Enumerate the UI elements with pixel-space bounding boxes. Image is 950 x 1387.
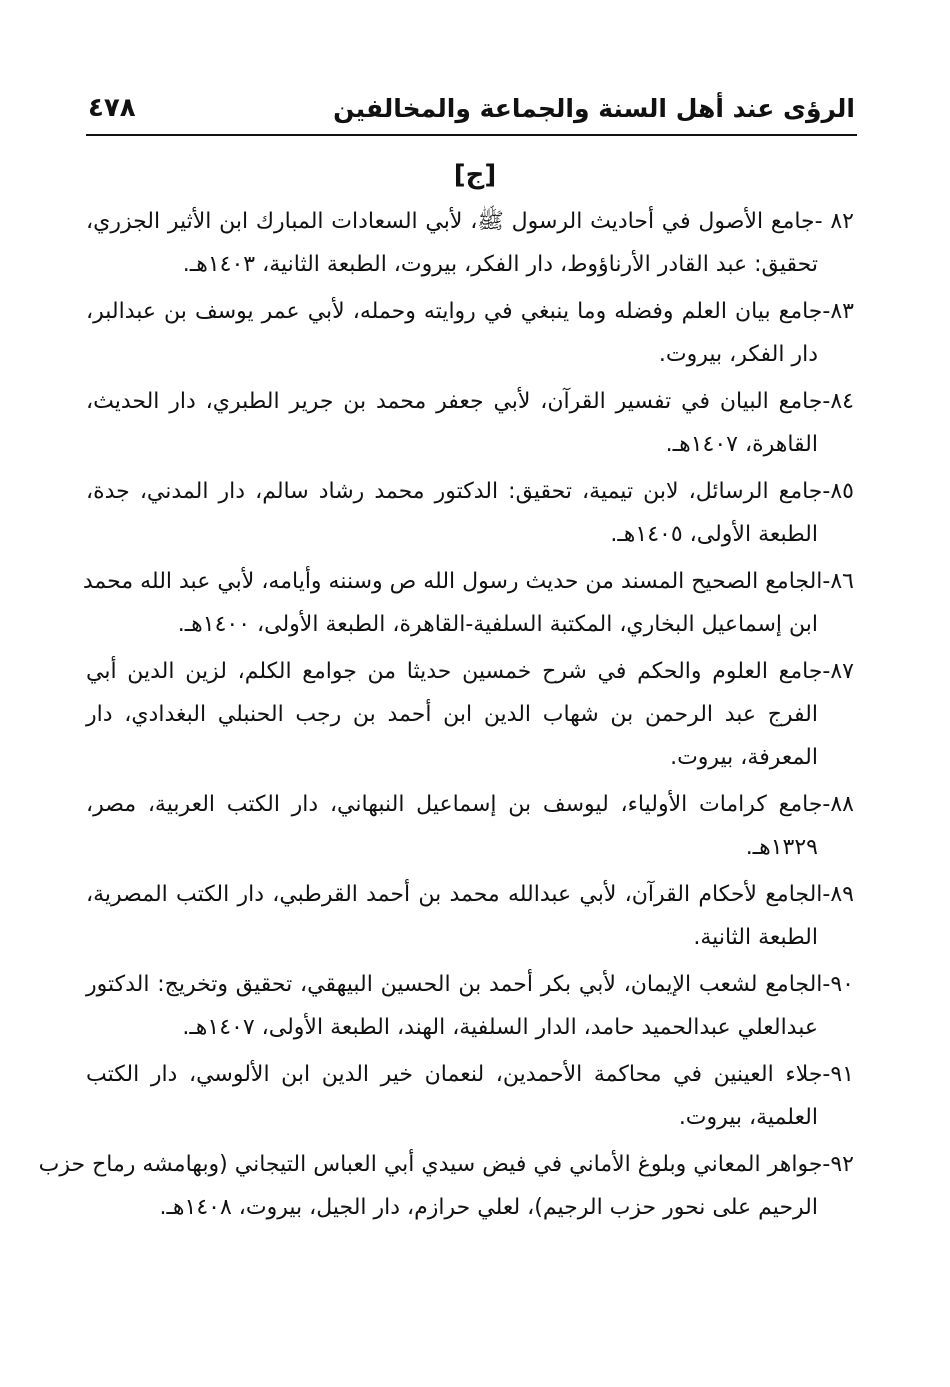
entry-line: القاهرة، ١٤٠٧هـ. [665, 432, 818, 457]
entry-line: ٨٤-جامع البيان في تفسير القرآن، لأبي جعفر محمد بن جرير الطبري، دار الحديث، [86, 389, 854, 414]
entry-line: العلمية، بيروت. [678, 1105, 818, 1130]
bibliography-entry [86, 783, 854, 869]
entry-line: ٨٦-الجامع الصحيح المسند من حديث رسول الله ص وسننه وأيامه، لأبي عبد الله محمد [82, 569, 854, 594]
bibliography-entry [86, 380, 854, 466]
entry-line: ٩٠-الجامع لشعب الإيمان، لأبي بكر أحمد بن الحسين البيهقي، تحقيق وتخريج: الدكتور [86, 972, 854, 997]
entry-line: ٨٥-جامع الرسائل، لابن تيمية، تحقيق: الدكتور محمد رشاد سالم، دار المدني، جدة، [86, 479, 854, 504]
entry-line: دار الفكر، بيروت. [658, 342, 818, 367]
bibliography-entry [86, 873, 854, 959]
entry-line: ابن إسماعيل البخاري، المكتبة السلفية-القاهرة، الطبعة الأولى، ١٤٠٠هـ. [177, 612, 818, 637]
bibliography-entry [86, 200, 854, 286]
entry-line: ٨٣-جامع بيان العلم وفضله وما ينبغي في روايته وحمله، لأبي عمر يوسف بن عبدالبر، [86, 299, 854, 324]
entry-line: تحقيق: عبد القادر الأرناؤوط، دار الفكر، بيروت، الطبعة الثانية، ١٤٠٣هـ. [182, 252, 818, 277]
entry-line: ٩٢-جواهر المعاني وبلوغ الأماني في فيض سيدي أبي العباس التيجاني (وبهامشه رماح حزب [38, 1152, 854, 1177]
entry-line: ٨٧-جامع العلوم والحكم في شرح خمسين حديثا من جوامع الكلم، لزين الدين أبي [86, 659, 854, 684]
entry-line: ٩١-جلاء العينين في محاكمة الأحمدين، لنعمان خير الدين ابن الألوسي، دار الكتب [86, 1062, 854, 1087]
entry-line: ٨٢ -جامع الأصول في أحاديث الرسول ﷺ، لأبي السعادات المبارك ابن الأثير الجزري، [86, 209, 854, 234]
header-divider [86, 134, 857, 136]
bibliography-entry [86, 290, 854, 376]
bibliography-entry [38, 1143, 854, 1229]
bibliography-list [38, 200, 854, 1233]
entry-line: الفرج عبد الرحمن بن شهاب الدين ابن أحمد بن رجب الحنبلي البغدادي، دار [86, 702, 818, 727]
entry-line: المعرفة، بيروت. [670, 745, 818, 770]
entry-line: ٨٩-الجامع لأحكام القرآن، لأبي عبدالله محمد بن أحمد القرطبي، دار الكتب المصرية، [86, 882, 854, 907]
page-number: ٤٧٨ [88, 93, 136, 123]
bibliography-entry [86, 963, 854, 1049]
section-letter-heading: [ج] [453, 160, 497, 190]
bibliography-entry [82, 560, 854, 646]
entry-line: عبدالعلي عبدالحميد حامد، الدار السلفية، الهند، الطبعة الأولى، ١٤٠٧هـ. [182, 1015, 818, 1040]
bibliography-entry [86, 650, 854, 779]
entry-line: الطبعة الثانية. [693, 925, 818, 950]
bibliography-entry [86, 470, 854, 556]
entry-line: الطبعة الأولى، ١٤٠٥هـ. [610, 522, 818, 547]
entry-line: الرحيم على نحور حزب الرجيم)، لعلي حرازم، دار الجيل، بيروت، ١٤٠٨هـ. [159, 1195, 818, 1220]
page-header [88, 88, 855, 128]
entry-line: ١٣٢٩هـ. [745, 835, 818, 860]
entry-line: ٨٨-جامع كرامات الأولياء، ليوسف بن إسماعيل النبهاني، دار الكتب العربية، مصر، [86, 792, 854, 817]
running-title: الرؤى عند أهل السنة والجماعة والمخالفين [333, 93, 855, 123]
bibliography-entry [86, 1053, 854, 1139]
